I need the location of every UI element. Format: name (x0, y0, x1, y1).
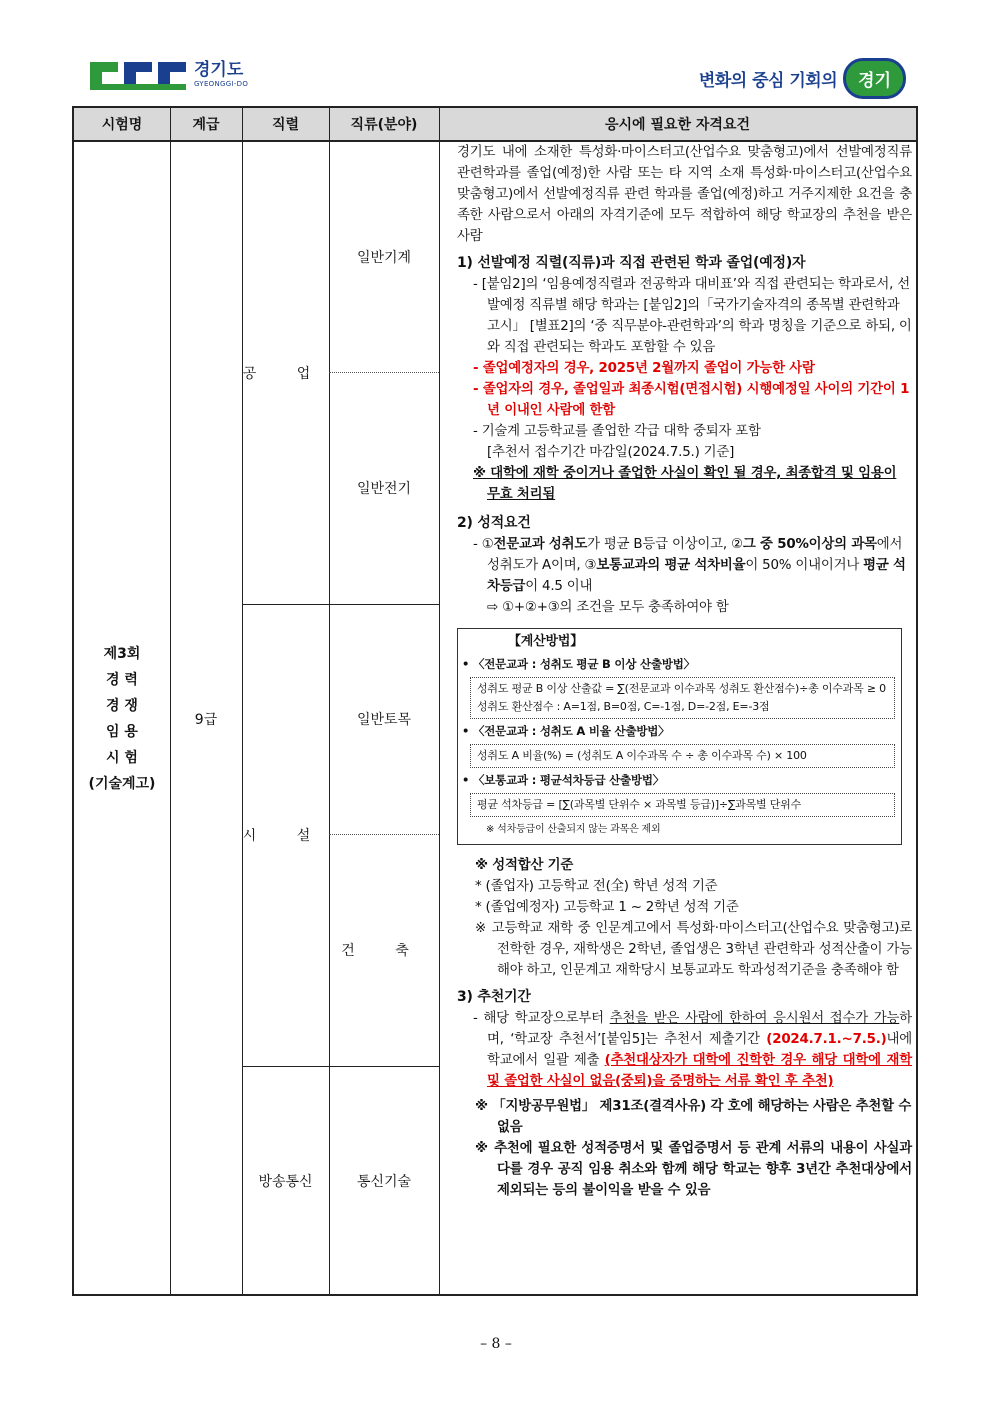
field-architecture: 건 축 (341, 943, 427, 959)
section2-title: 2) 성적요건 (457, 515, 531, 531)
section3-title: 3) 추천기간 (457, 989, 531, 1005)
section1-title: 1) 선발예정 직렬(직류)과 직접 관련된 학과 졸업(예정)자 (457, 255, 806, 271)
score-bullet1: * (졸업자) 고등학교 전(全) 학년 성적 기준 (475, 879, 718, 894)
intro-text: 경기도 내에 소재한 특성화·마이스터고(산업수요 맞춤형고)에서 선발예정직류 관련학과를 졸업(예정)한 사람 또는 타 지역 소재 특성화·마이스터고(산업수요 맞춤형고)에서 선발예정직류 관련 학과를 졸업(예정)하고 거주지제한 요건을 충족한 사람으로서 아래의 자격기준에 모두 적합하여 해당 학교장의 추천을 받은 사람 (457, 145, 912, 244)
series-broadcast: 방송통신 (258, 1174, 313, 1190)
col-field: 직류(분야) (350, 117, 418, 133)
page-number: – 8 – (480, 1336, 512, 1352)
calc1-title: • 〈전문교과 : 성취도 평균 B 이상 산출방법〉 (462, 657, 695, 671)
section1-bullet4: - 기술계 고등학교를 졸업한 각급 대학 중퇴자 포함 (473, 424, 761, 439)
score-title: ※ 성적합산 기준 (475, 858, 574, 873)
calculation-box (457, 628, 902, 845)
exam-name: 제3회 경 력 경 쟁 임 용 시 험 (기술계고) (88, 646, 156, 792)
logo-korean: 경기도 (194, 60, 244, 80)
section2-bullet1: - ①전문교과 성취도가 평균 B등급 이상이고, ②그 중 50%이상의 과목에서 성취도가 A이며, ③보통교과의 평균 석차비율이 50% 이내이거나 평균 석차등급이 4.5 이내 (473, 537, 906, 594)
logo-english: GYEONGGI-DO (194, 80, 249, 88)
field-telecom: 통신기술 (356, 1174, 412, 1190)
section1-note: ※ 대학에 재학 중이거나 졸업한 사실이 확인 될 경우, 최종합격 및 임용이 무효 처리됨 (473, 466, 897, 502)
slogan (699, 58, 906, 99)
calc3-note: ※ 석차등급이 산출되지 않는 과목은 제외 (486, 824, 661, 835)
series-facility: 시 설 (242, 828, 329, 844)
section1-bullet2: - 졸업예정자의 경우, 2025년 2월까지 졸업이 가능한 사람 (473, 361, 815, 376)
field-general-machine: 일반기계 (356, 250, 412, 266)
calc3-formula: 평균 석차등급 = [∑(과목별 단위수 × 과목별 등급)]÷∑과목별 단위수 (470, 793, 895, 817)
series-industry: 공 업 (242, 366, 329, 382)
section1-bullet1: - [붙임2]의 ‘임용예정직렬과 전공학과 대비표’와 직접 관련되는 학과로서, 선발예정 직류별 해당 학과는 [붙임2]의「국가기술자격의 종목별 관련학과 고시」 [별표2]의 ‘중 직무분야-관련학과’의 학과 명칭을 기준으로 하되, 이와 직접 관련되는 학과도 포함할 수 있음 (473, 277, 912, 355)
table-header (74, 108, 916, 142)
calc1-formula: 성취도 평균 B 이상 산출값 = ∑(전문교과 이수과목 성취도 환산점수)÷총 이수과목 ≥ 0 성취도 환산점수 : A=1점, B=0점, C=-1점, D=-2점, E=-3점 (470, 677, 895, 719)
slogan-text: 변화의 중심 기회의 (698, 71, 838, 91)
calc2-title: • 〈전문교과 : 성취도 A 비율 산출방법〉 (462, 724, 670, 738)
score-note: ※ 고등학교 재학 중 인문계고에서 특성화·마이스터고(산업수요 맞춤형고)로 전학한 경우, 재학생은 2학년, 졸업생은 3학년 관련학과 성적산출이 가능해야 하고, 인문계고 재학당시 보통교과도 학과성적기준을 충족해야 함 (475, 921, 912, 978)
requirements-table (72, 106, 918, 1296)
col-qualification: 응시에 필요한 자격요건 (605, 117, 750, 133)
section3-note1: ※ 「지방공무원법」 제31조(결격사유) 각 호에 해당하는 사람은 추천할 수 없음 (475, 1099, 912, 1135)
qualification-content (457, 142, 912, 1201)
grade-value: 9급 (194, 712, 218, 728)
calc3-title: • 〈보통교과 : 평균석차등급 산출방법〉 (462, 773, 665, 787)
section3-note2: ※ 추천에 필요한 성적증명서 및 졸업증명서 등 관계 서류의 내용이 사실과 다를 경우 공직 임용 취소와 함께 해당 학교는 향후 3년간 추천대상에서 제외되는 등의 불이익을 받을 수 있음 (475, 1141, 912, 1198)
calc-title: 【계산방법】 (502, 631, 589, 652)
field-general-civil: 일반토목 (356, 712, 412, 728)
gyeonggi-logo (90, 58, 248, 92)
section2-bullet2: ⇨ ①+②+③의 조건을 모두 충족하여야 함 (487, 600, 729, 615)
calc2-formula: 성취도 A 비율(%) = (성취도 A 이수과목 수 ÷ 총 이수과목 수) × 100 (470, 744, 895, 768)
section1-bullet3: - 졸업자의 경우, 졸업일과 최종시험(면접시험) 시행예정일 사이의 기간이 1년 이내인 사람에 한함 (473, 382, 910, 418)
section1-bullet4-date: [추천서 접수기간 마감일(2024.7.5.) 기준] (487, 445, 735, 460)
slogan-badge: 경기 (843, 58, 906, 99)
score-bullet2: * (졸업예정자) 고등학교 1 ~ 2학년 성적 기준 (475, 900, 739, 915)
col-exam-name: 시험명 (101, 117, 143, 133)
field-general-electric: 일반전기 (356, 481, 412, 497)
col-grade: 계급 (192, 117, 220, 133)
section3-bullet1: - 해당 학교장으로부터 추천을 받은 사람에 한하여 응시원서 접수가 가능하며, ‘학교장 추천서’[붙임5]는 추천서 제출기간 (2024.7.1.~7.5.)내에 학교에서 일괄 제출 (추천대상자가 대학에 진학한 경우 해당 대학에 재학 및 졸업한 사실이 없음(중퇴)을 증명하는 서류 확인 후 추천) (473, 1011, 913, 1089)
col-series: 직렬 (271, 117, 300, 133)
logo-mark-icon (90, 58, 186, 92)
